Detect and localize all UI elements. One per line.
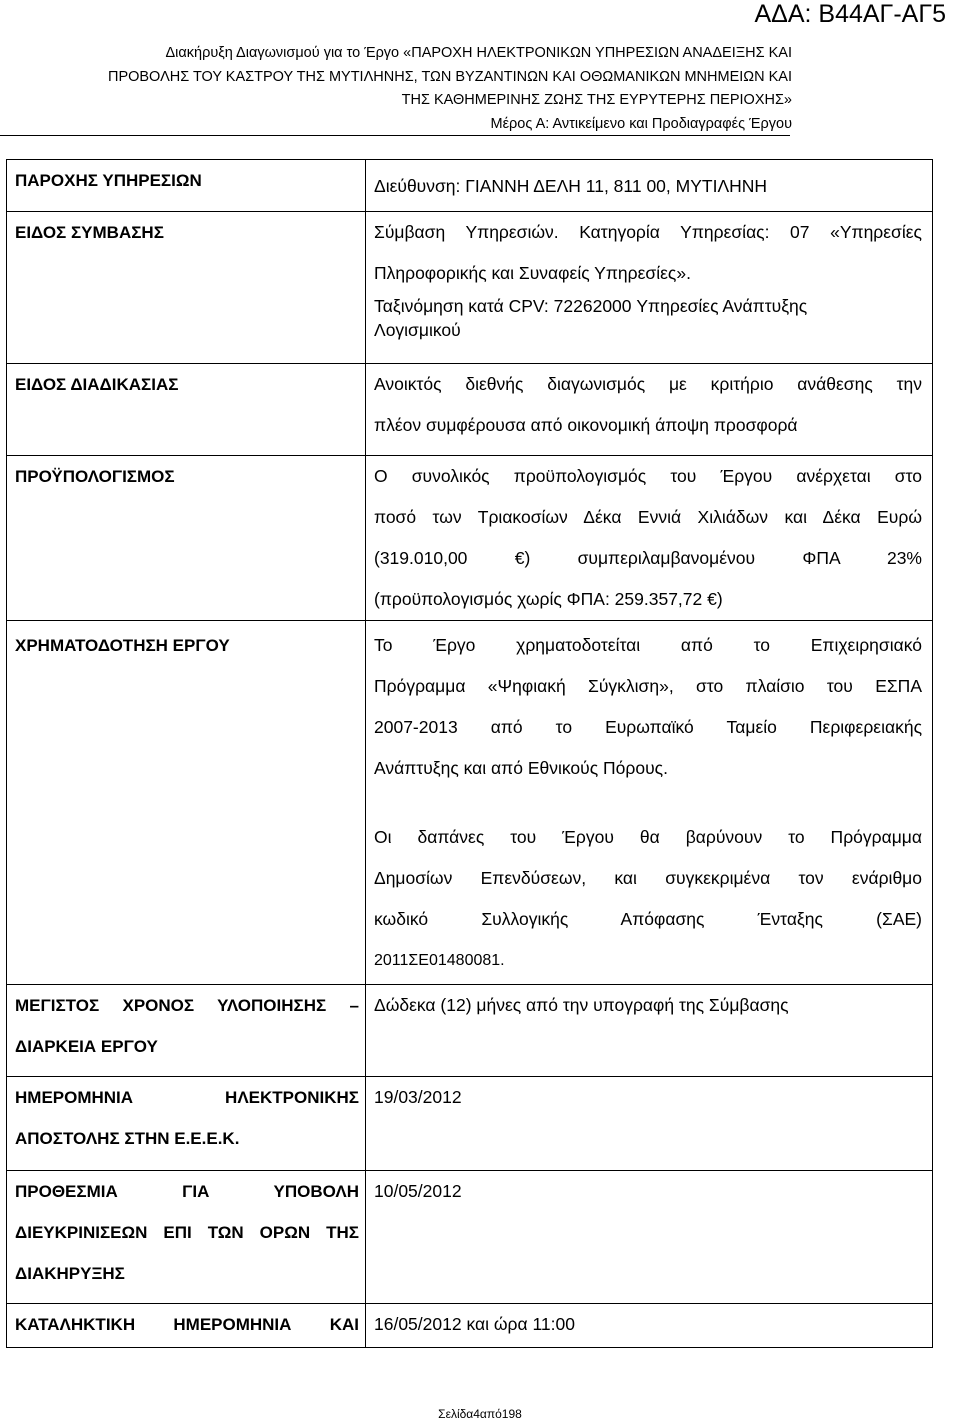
table-row — [7, 1077, 933, 1171]
row-value-line: Πρόγραμμα «Ψηφιακή Σύγκλιση», στο πλαίσιο του ΕΣΠΑ — [374, 676, 922, 696]
row-value-line: Πληροφορικής και Συναφείς Υπηρεσίες». — [374, 263, 691, 283]
row-value-line: ποσό των Τριακοσίων Δέκα Εννιά Χιλιάδων και Δέκα Ευρώ — [374, 507, 922, 527]
row-value-cell — [366, 456, 933, 621]
row-label: ΠΑΡΟΧΗΣ ΥΠΗΡΕΣΙΩΝ — [15, 171, 202, 190]
row-value-line: κωδικό Συλλογικής Απόφασης Ένταξης (ΣΑΕ) — [374, 909, 922, 929]
row-label-line: ΠΡΟΘΕΣΜΙΑ ΓΙΑ ΥΠΟΒΟΛΗ — [15, 1182, 359, 1201]
row-label-cell — [7, 1304, 366, 1348]
row-value-line: Οι δαπάνες του Έργου θα βαρύνουν το Πρόγραμμα — [374, 827, 922, 847]
row-value-cell — [366, 985, 933, 1077]
row-value-cell — [366, 160, 933, 212]
row-value-cell — [366, 1304, 933, 1348]
row-value-cell — [366, 621, 933, 985]
row-value-line: Ταξινόμηση κατά CPV: 72262000 Υπηρεσίες Ανάπτυξης — [374, 296, 808, 316]
row-value-line: Ανοικτός διεθνής διαγωνισμός με κριτήριο ανάθεσης την — [374, 374, 922, 394]
row-label-line: ΑΠΟΣΤΟΛΗΣ ΣΤΗΝ Ε.Ε.Ε.Κ. — [15, 1129, 240, 1148]
table-row — [7, 364, 933, 456]
row-value-line: Το Έργο χρηματοδοτείται από το Επιχειρησιακό — [374, 635, 922, 655]
row-value-line: Ο συνολικός προϋπολογισμός του Έργου ανέρχεται στο — [374, 466, 922, 486]
row-value: Δώδεκα (12) μήνες από την υπογραφή της Σύμβασης — [374, 995, 789, 1015]
row-value-line: (319.010,00 €) συμπεριλαμβανομένου ΦΠΑ 23% — [374, 548, 922, 568]
row-value-line: Δημοσίων Επενδύσεων, και συγκεκριμένα τον ενάριθμο — [374, 868, 922, 888]
row-label-line: ΔΙΕΥΚΡΙΝΙΣΕΩΝ ΕΠΙ ΤΩΝ ΟΡΩΝ ΤΗΣ — [15, 1223, 359, 1242]
row-label: ΕΙΔΟΣ ΣΥΜΒΑΣΗΣ — [15, 223, 164, 242]
row-value-cell — [366, 1077, 933, 1171]
row-label-cell — [7, 621, 366, 985]
table-row — [7, 456, 933, 621]
row-label-cell — [7, 1171, 366, 1304]
row-value: Διεύθυνση: ΓΙΑΝΝΗ ΔΕΛΗ 11, 811 00, ΜΥΤΙΛΗΝΗ — [374, 176, 768, 196]
row-label-cell — [7, 456, 366, 621]
row-label: ΕΙΔΟΣ ΔΙΑΔΙΚΑΣΙΑΣ — [15, 375, 179, 394]
row-label: ΠΡΟΫΠΟΛΟΓΙΣΜΟΣ — [15, 467, 175, 486]
header-line-4: Μέρος Α: Αντικείμενο και Προδιαγραφές Έργου — [490, 115, 792, 132]
header-divider — [0, 135, 790, 136]
row-value-line: Λογισμικού — [374, 320, 461, 340]
row-value-cell — [366, 1171, 933, 1304]
row-value: 16/05/2012 και ώρα 11:00 — [374, 1314, 575, 1334]
row-value-cell — [366, 364, 933, 456]
document-header — [0, 42, 792, 136]
tender-summary-table — [6, 159, 933, 1348]
row-label-line: ΜΕΓΙΣΤΟΣ ΧΡΟΝΟΣ ΥΛΟΠΟΙΗΣΗΣ – — [15, 996, 359, 1015]
row-label-cell — [7, 985, 366, 1077]
row-label-line: ΔΙΑΡΚΕΙΑ ΕΡΓΟΥ — [15, 1037, 158, 1056]
ada-code: ΑΔΑ: Β44ΑΓ-ΑΓ5 — [754, 0, 946, 28]
table-row — [7, 621, 933, 985]
row-label: ΧΡΗΜΑΤΟΔΟΤΗΣΗ ΕΡΓΟΥ — [15, 636, 230, 655]
table-row — [7, 160, 933, 212]
row-label-cell — [7, 212, 366, 364]
header-line-1: Διακήρυξη Διαγωνισμού για το Έργο «ΠΑΡΟΧΗ ΗΛΕΚΤΡΟΝΙΚΩΝ ΥΠΗΡΕΣΙΩΝ ΑΝΑΔΕΙΞΗΣ ΚΑΙ — [165, 45, 792, 61]
row-value: 19/03/2012 — [374, 1087, 462, 1107]
row-value-line: 2011ΣΕ01480081. — [374, 952, 505, 969]
table-row — [7, 985, 933, 1077]
table-row — [7, 212, 933, 364]
row-value-line: Σύμβαση Υπηρεσιών. Κατηγορία Υπηρεσίας: 07 «Υπηρεσίες — [374, 222, 922, 242]
row-label-line: ΗΜΕΡΟΜΗΝΙΑ ΗΛΕΚΤΡΟΝΙΚΗΣ — [15, 1088, 359, 1107]
row-value-line: (προϋπολογισμός χωρίς ΦΠΑ: 259.357,72 €) — [374, 589, 723, 609]
table-row — [7, 1304, 933, 1348]
table-row — [7, 1171, 933, 1304]
row-value-line: πλέον συμφέρουσα από οικονομική άποψη προσφορά — [374, 415, 798, 435]
row-label-cell — [7, 364, 366, 456]
row-value-line: 2007-2013 από το Ευρωπαϊκό Ταμείο Περιφερειακής — [374, 717, 922, 737]
page-number: Σελίδα4από198 — [438, 1407, 522, 1421]
row-label-cell — [7, 160, 366, 212]
row-label: ΚΑΤΑΛΗΚΤΙΚΗ ΗΜΕΡΟΜΗΝΙΑ ΚΑΙ — [15, 1315, 359, 1334]
header-line-3: ΤΗΣ ΚΑΘΗΜΕΡΙΝΗΣ ΖΩΗΣ ΤΗΣ ΕΥΡΥΤΕΡΗΣ ΠΕΡΙΟΧΗΣ» — [401, 92, 792, 108]
row-label-cell — [7, 1077, 366, 1171]
row-value-cell — [366, 212, 933, 364]
row-label-line: ΔΙΑΚΗΡΥΞΗΣ — [15, 1264, 125, 1283]
row-value: 10/05/2012 — [374, 1181, 462, 1201]
header-line-2: ΠΡΟΒΟΛΗΣ ΤΟΥ ΚΑΣΤΡΟΥ ΤΗΣ ΜΥΤΙΛΗΝΗΣ, ΤΩΝ ΒΥΖΑΝΤΙΝΩΝ ΚΑΙ ΟΘΩΜΑΝΙΚΩΝ ΜΝΗΜΕΙΩΝ ΚΑΙ — [107, 68, 792, 85]
row-value-line: Ανάπτυξης και από Εθνικούς Πόρους. — [374, 758, 668, 778]
